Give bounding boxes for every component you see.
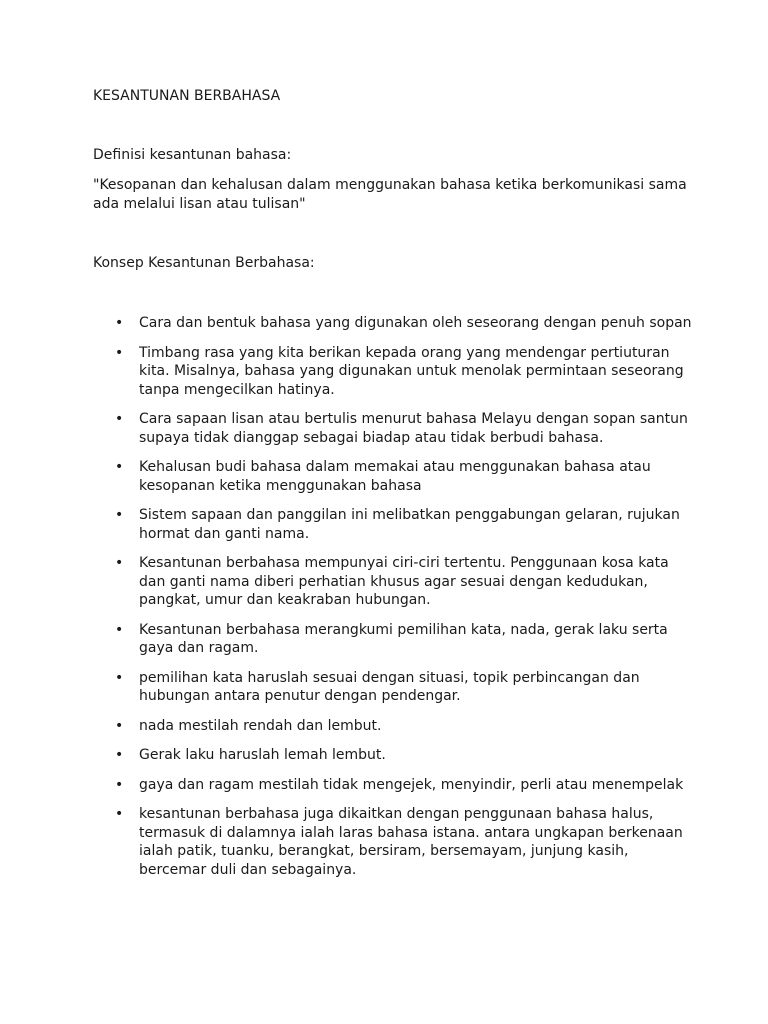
list-item bbox=[112, 506, 692, 543]
concept-heading: Konsep Kesantunan Berbahasa: bbox=[93, 255, 315, 271]
list-item bbox=[112, 458, 692, 495]
definition-quote: "Kesopanan dan kehalusan dalam menggunakan bahasa ketika berkomunikasi sama ada melalui lisan atau tulisan" bbox=[93, 177, 687, 212]
bullet-icon: • bbox=[115, 344, 124, 361]
bullet-icon: • bbox=[115, 747, 124, 763]
list-item bbox=[112, 805, 692, 879]
bullet-icon: • bbox=[115, 806, 124, 822]
bullet-icon: • bbox=[115, 459, 124, 475]
list-item-text: nada mestilah rendah dan lembut. bbox=[139, 717, 382, 734]
list-item-text: Timbang rasa yang kita berikan kepada orang yang mendengar pertiuturan kita. Misalnya, bahasa yang digunakan untuk menolak permintaan seseorang tanpa mengecilkan hatinya. bbox=[139, 344, 684, 398]
list-item bbox=[112, 669, 692, 706]
list-item-text: Kehalusan budi bahasa dalam memakai atau menggunakan bahasa atau kesopanan ketika menggunakan bahasa bbox=[139, 459, 651, 494]
bullet-icon: • bbox=[115, 776, 124, 793]
list-item-text: pemilihan kata haruslah sesuai dengan situasi, topik perbincangan dan hubungan antara penutur dengan pendengar. bbox=[139, 669, 640, 704]
list-item bbox=[112, 621, 692, 658]
list-item-text: Cara dan bentuk bahasa yang digunakan oleh seseorang dengan penuh sopan bbox=[139, 315, 692, 331]
document-title: KESANTUNAN BERBAHASA bbox=[93, 88, 281, 104]
list-item bbox=[112, 344, 692, 400]
list-item bbox=[112, 410, 692, 447]
bullet-icon: • bbox=[115, 669, 124, 686]
list-item-text: Kesantunan berbahasa mempunyai ciri-ciri tertentu. Penggunaan kosa kata dan ganti nama diberi perhatian khusus agar sesuai dengan kedudukan, pangkat, umur dan keakraban hubungan. bbox=[139, 555, 669, 608]
concept-bullet-list bbox=[112, 314, 692, 890]
list-item bbox=[112, 717, 692, 736]
list-item bbox=[112, 314, 692, 333]
list-item-text: kesantunan berbahasa juga dikaitkan dengan penggunaan bahasa halus, termasuk di dalamnya ialah laras bahasa istana. antara ungkapan berkenaan ialah patik, tuanku, berangkat, bersiram, bersemayam, junjung kasih, bercemar duli dan sebagainya. bbox=[139, 806, 683, 878]
list-item-text: Kesantunan berbahasa merangkumi pemilihan kata, nada, gerak laku serta gaya dan ragam. bbox=[139, 621, 668, 656]
list-item bbox=[112, 554, 692, 610]
list-item-text: gaya dan ragam mestilah tidak mengejek, menyindir, perli atau menempelak bbox=[139, 776, 684, 793]
definition-heading: Definisi kesantunan bahasa: bbox=[93, 147, 292, 163]
bullet-icon: • bbox=[115, 717, 124, 734]
bullet-icon: • bbox=[115, 411, 124, 427]
bullet-icon: • bbox=[115, 555, 124, 571]
list-item-text: Cara sapaan lisan atau bertulis menurut bahasa Melayu dengan sopan santun supaya tidak dianggap sebagai biadap atau tidak berbudi bahasa. bbox=[139, 411, 688, 446]
list-item-text: Gerak laku haruslah lemah lembut. bbox=[139, 747, 386, 763]
list-item bbox=[112, 746, 692, 765]
bullet-icon: • bbox=[115, 621, 124, 638]
list-item-text: Sistem sapaan dan panggilan ini melibatkan penggabungan gelaran, rujukan hormat dan ganti nama. bbox=[139, 507, 680, 542]
bullet-icon: • bbox=[115, 507, 124, 523]
bullet-icon: • bbox=[115, 315, 124, 331]
list-item bbox=[112, 776, 692, 795]
